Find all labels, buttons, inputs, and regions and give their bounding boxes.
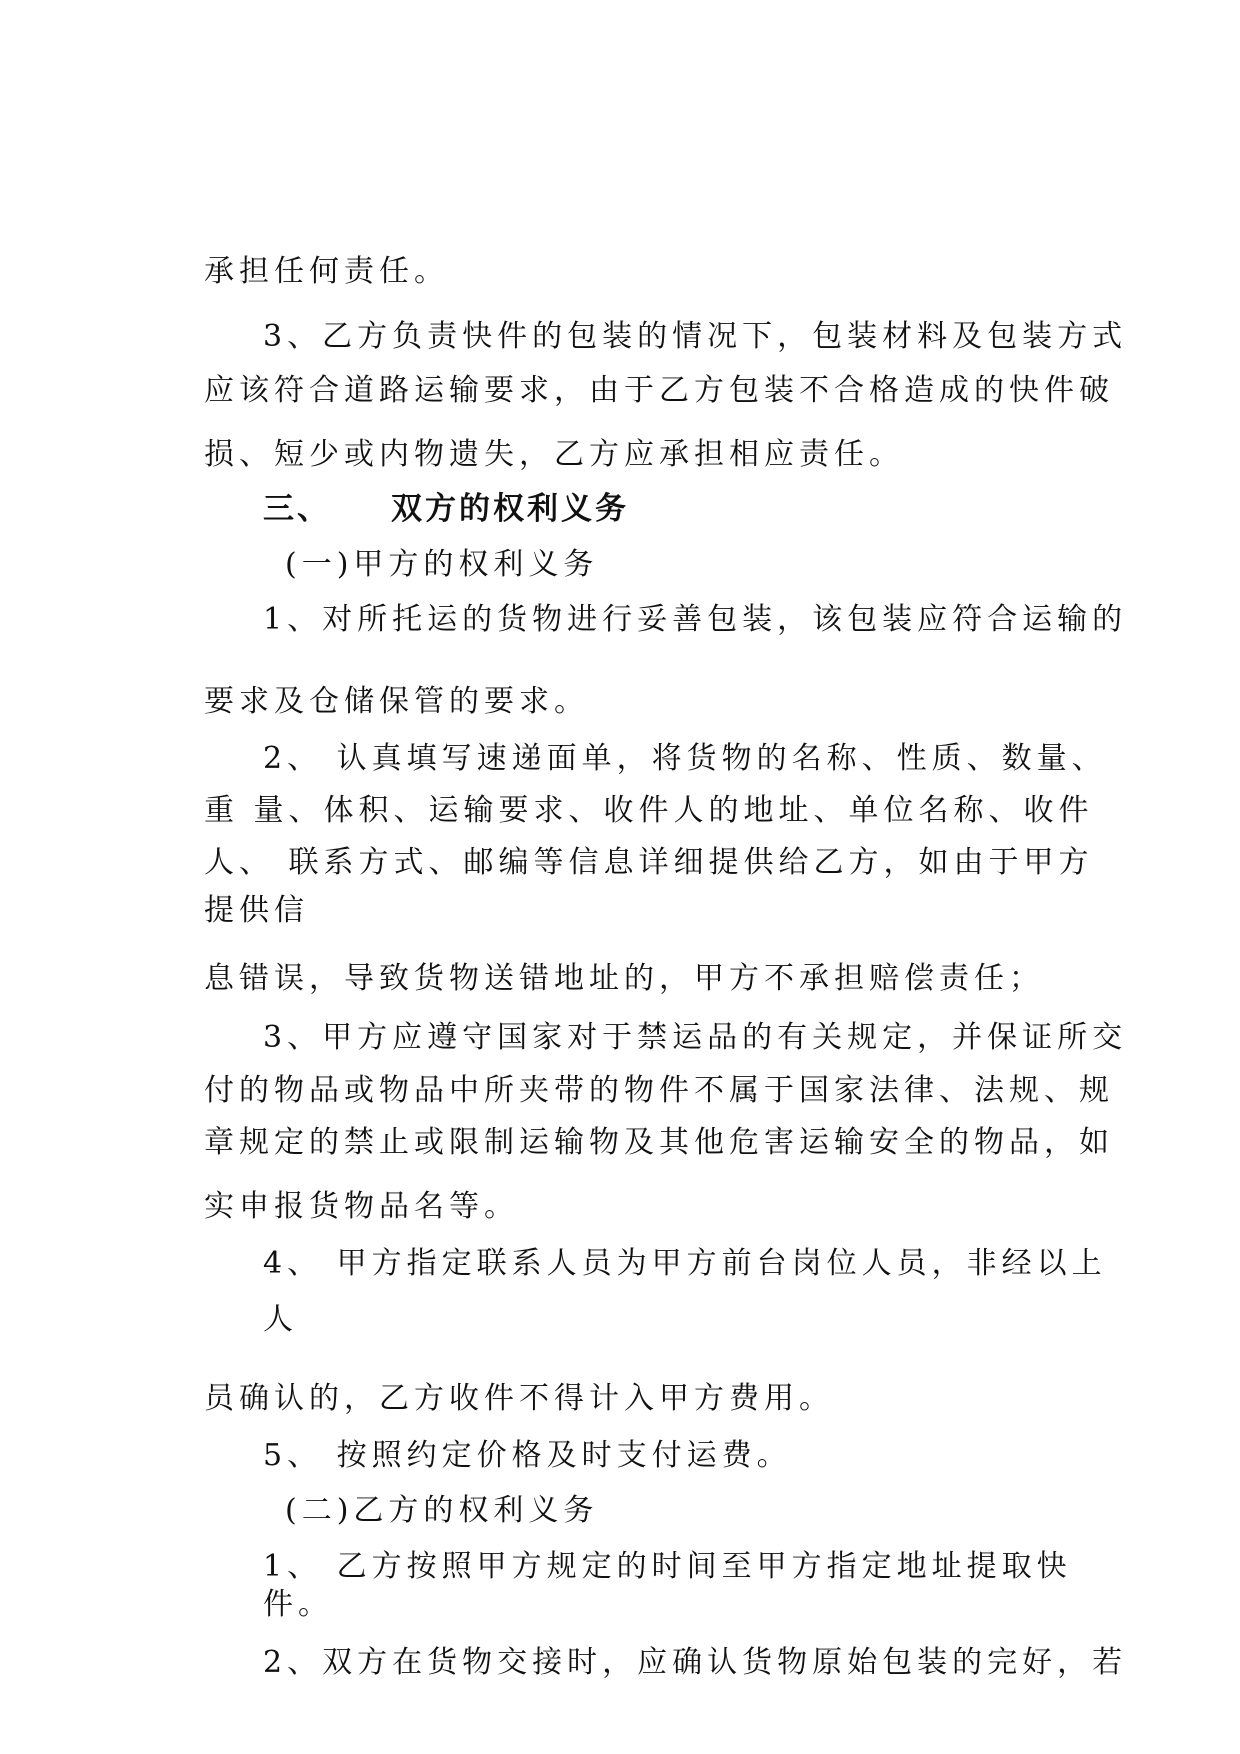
text-line: 1、 乙方按照甲方规定的时间至甲方指定地址提取快 xyxy=(263,1549,1072,1584)
text-line: 5、 按照约定价格及时支付运费。 xyxy=(263,1438,792,1473)
text-line: 2、双方在货物交接时，应确认货物原始包装的完好，若 xyxy=(263,1645,1128,1680)
text-line: 承担任何责任。 xyxy=(204,254,449,289)
text-line: 息错误，导致货物送错地址的，甲方不承担赔偿责任； xyxy=(204,961,1044,996)
text-line: 实申报货物品名等。 xyxy=(204,1189,519,1224)
section-heading-number: 三、 xyxy=(263,491,331,527)
text-line: 损、短少或内物遗失，乙方应承担相应责任。 xyxy=(204,437,904,472)
subsection-heading: (一)甲方的权利义务 xyxy=(285,547,599,582)
section-heading xyxy=(263,489,629,529)
text-line: 3、甲方应遵守国家对于禁运品的有关规定，并保证所交 xyxy=(263,1020,1128,1055)
text-line: 提供信 xyxy=(204,893,309,928)
text-line: 3、乙方负责快件的包装的情况下，包装材料及包装方式 xyxy=(263,319,1128,354)
text-line: 付的物品或物品中所夹带的物件不属于国家法律、法规、规 xyxy=(204,1073,1114,1108)
text-line: 章规定的禁止或限制运输物及其他危害运输安全的物品，如 xyxy=(204,1125,1114,1160)
text-line: 要求及仓储保管的要求。 xyxy=(204,684,589,719)
text-line: 2、 认真填写速递面单，将货物的名称、性质、数量、 xyxy=(263,741,1107,776)
section-heading-title: 双方的权利义务 xyxy=(391,491,629,527)
text-line: 应该符合道路运输要求，由于乙方包装不合格造成的快件破 xyxy=(204,373,1114,408)
text-line: 人、 联系方式、邮编等信息详细提供给乙方，如由于甲方 xyxy=(204,845,1094,880)
text-line: 件。 xyxy=(263,1587,333,1622)
text-line: 员确认的，乙方收件不得计入甲方费用。 xyxy=(204,1381,834,1416)
text-line: 4、 甲方指定联系人员为甲方前台岗位人员，非经以上 xyxy=(263,1246,1107,1281)
text-line: 重 量、体积、运输要求、收件人的地址、单位名称、收件 xyxy=(204,793,1094,828)
text-line: 1、对所托运的货物进行妥善包装，该包装应符合运输的 xyxy=(263,602,1128,637)
text-line: 人 xyxy=(263,1302,298,1337)
subsection-heading: (二)乙方的权利义务 xyxy=(285,1493,599,1528)
